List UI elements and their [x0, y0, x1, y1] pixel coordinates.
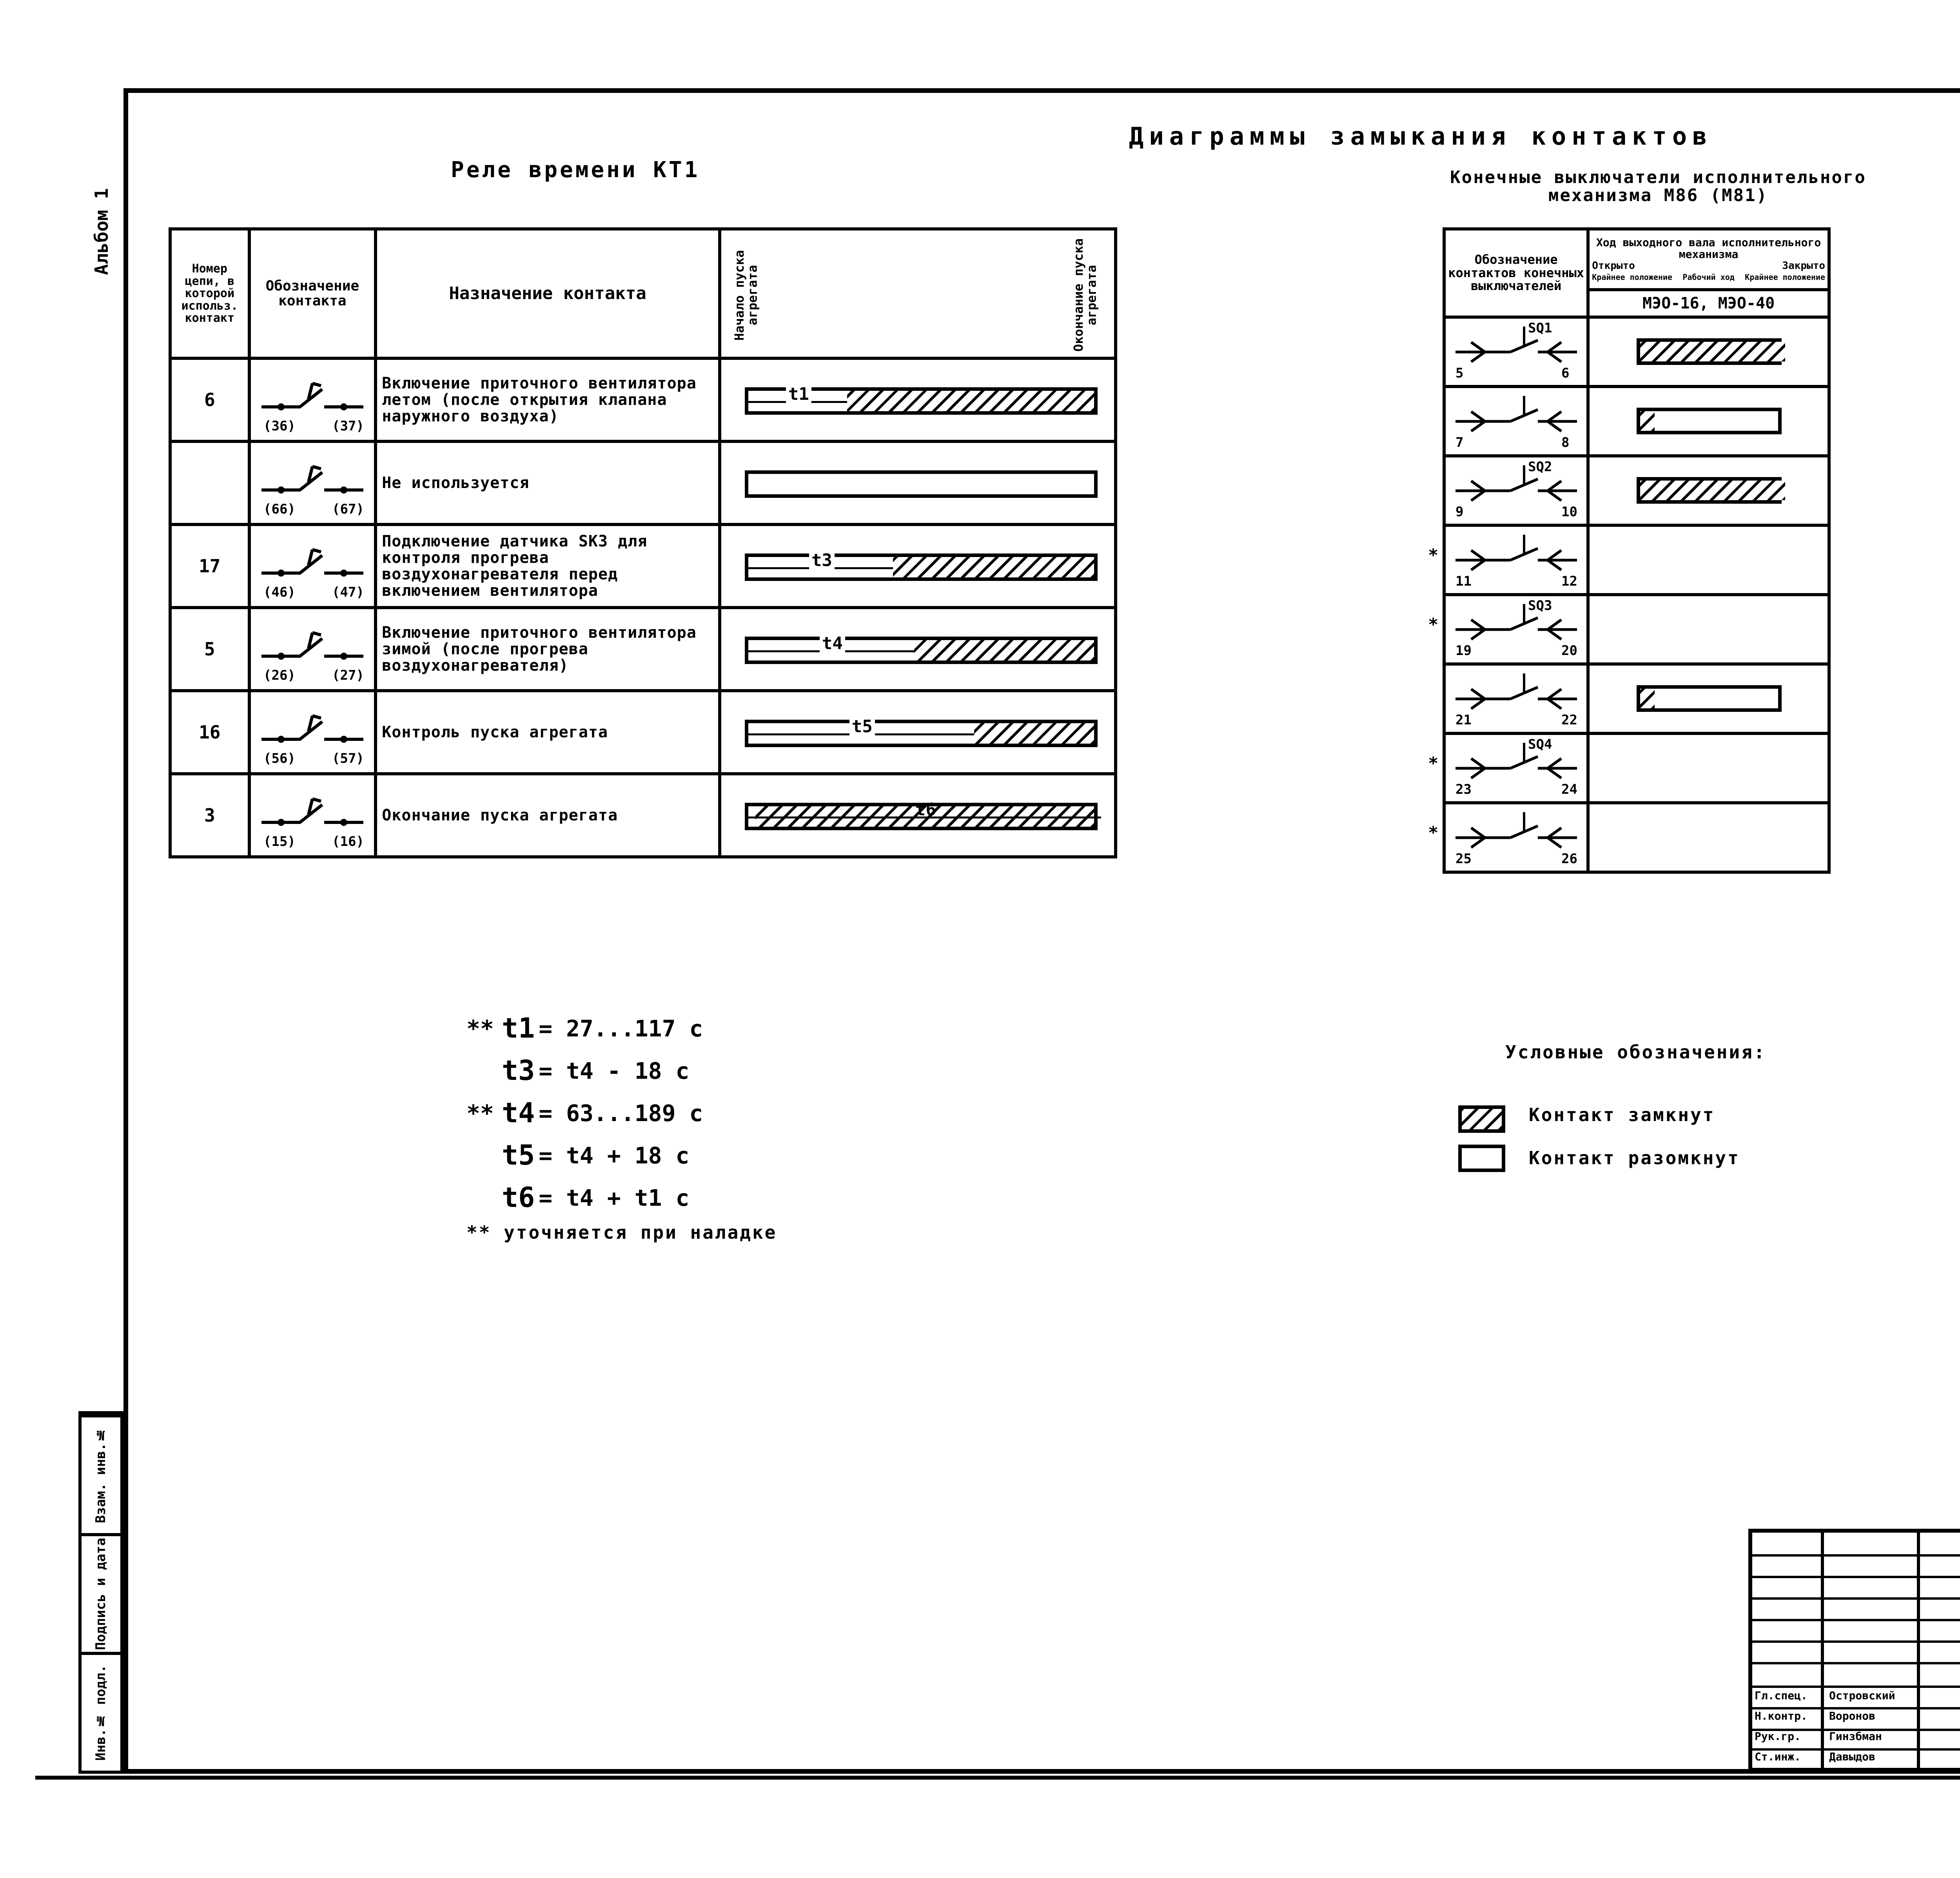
stamp-hline: [1752, 1662, 1960, 1664]
relay-delay-label: t1: [786, 385, 811, 403]
ls-terminal-a: 9: [1455, 504, 1464, 520]
stamp-role: Ст.инж.: [1755, 1750, 1801, 1764]
formula-mark: **: [466, 1100, 494, 1127]
ls-contact-cell: [1428, 733, 1588, 803]
ls-terminal-a: 25: [1455, 851, 1472, 867]
formula-block: [466, 1007, 777, 1242]
ls-terminal-b: 10: [1561, 504, 1577, 520]
stamp-person-row: [1752, 1686, 1960, 1706]
relay-contact-symbol: [254, 526, 371, 604]
relay-timing-bar: [745, 800, 1098, 830]
relay-terminal-a: (66): [263, 501, 296, 517]
ls-switch-label: SQ4: [1528, 737, 1552, 752]
ls-row: [1444, 664, 1829, 733]
stamp-person-row: [1752, 1747, 1960, 1767]
ls-contact-symbol: [1448, 735, 1585, 800]
relay-closed-segment: [974, 723, 1094, 744]
ls-bar-cell: [1588, 525, 1829, 595]
side-stamp-label: Подпись и дата: [93, 1538, 109, 1650]
relay-closed-segment: [893, 557, 1094, 577]
relay-row: [170, 608, 1116, 691]
ls-row: [1444, 733, 1829, 803]
stamp-hline: [1752, 1597, 1960, 1600]
main-title: Диаграммы замыкания контактов: [1129, 122, 1713, 151]
ls-terminal-a: 11: [1455, 573, 1472, 589]
ls-terminal-b: 24: [1561, 782, 1577, 797]
formula-line: [466, 1177, 777, 1219]
relay-row-num: 16: [170, 691, 249, 774]
relay-row-purpose: Не используется: [376, 441, 720, 524]
formula-lhs: t1: [502, 1012, 535, 1045]
relay-header-end: Окончание пуска агрегата: [1071, 238, 1099, 352]
relay-contact-cell: [249, 441, 376, 524]
formula-lhs: t6: [502, 1181, 535, 1214]
stamp-role: Рук.гр.: [1755, 1730, 1801, 1743]
ls-header-travel: Ход выходного вала исполнительного механизма: [1596, 236, 1821, 261]
formula-rhs: = t4 + 18 с: [539, 1142, 690, 1169]
ls-unused-mark: *: [1428, 545, 1439, 565]
ls-bar-cell: [1588, 595, 1829, 664]
legend-open-swatch: [1458, 1145, 1505, 1172]
relay-timing-cell: [720, 691, 1116, 774]
title-block: [1748, 1529, 1960, 1772]
relay-row: [170, 524, 1116, 608]
relay-row-num: [170, 441, 249, 524]
side-stamp: [78, 1411, 123, 1774]
legend-title: Условные обозначения:: [1505, 1042, 1766, 1063]
relay-row-purpose: Подключение датчика SK3 для контроля прогрева воздухонагревателя перед включением вентилятора: [376, 524, 720, 608]
stamp-name: Гинзбман: [1829, 1730, 1882, 1743]
relay-timing-bar: [745, 633, 1098, 664]
ls-unused-mark: *: [1428, 823, 1439, 843]
relay-terminal-b: (37): [332, 418, 364, 434]
ls-closed-segment: [1640, 411, 1655, 431]
ls-contact-symbol: [1448, 666, 1585, 730]
relay-delay-label: t3: [809, 552, 835, 570]
ls-contact-symbol: [1448, 527, 1585, 592]
relay-row: [170, 691, 1116, 774]
ls-unused-mark: *: [1428, 615, 1439, 635]
relay-row-num: 17: [170, 524, 249, 608]
ls-closed-segment: [1640, 481, 1785, 500]
relay-terminal-a: (46): [263, 584, 296, 600]
relay-contact-symbol: [254, 692, 371, 771]
ls-bar-cell: [1588, 386, 1829, 456]
relay-terminal-a: (26): [263, 668, 296, 683]
relay-terminal-b: (47): [332, 584, 364, 600]
ls-contact-cell: [1444, 456, 1588, 525]
ls-terminal-a: 23: [1455, 782, 1472, 797]
stamp-person-row: [1752, 1706, 1960, 1726]
relay-row-num: 3: [170, 774, 249, 857]
relay-header-purpose: Назначение контакта: [376, 229, 720, 358]
side-stamp-cell: [82, 1652, 120, 1771]
relay-header-timing: [720, 229, 1116, 358]
ls-contact-symbol: [1448, 457, 1585, 522]
side-stamp-cell: [82, 1533, 120, 1652]
ls-closed-segment: [1640, 689, 1655, 708]
relay-contact-cell: [249, 358, 376, 441]
ls-closed-segment: [1640, 342, 1785, 361]
ls-row: [1444, 386, 1829, 456]
ls-contact-cell: [1428, 525, 1588, 595]
relay-contact-cell: [249, 608, 376, 691]
formula-lhs: t5: [502, 1139, 535, 1172]
relay-row-purpose: Окончание пуска агрегата: [376, 774, 720, 857]
relay-row-purpose: Включение приточного вентилятора зимой (после прогрева воздухонагревателя): [376, 608, 720, 691]
relay-header-num: Номер цепи, в которой использ. контакт: [170, 229, 249, 358]
stamp-name: Давыдов: [1829, 1750, 1876, 1764]
relay-row: [170, 441, 1116, 524]
formula-lhs: t4: [502, 1097, 535, 1129]
ls-header-travel-cell: [1588, 229, 1829, 290]
relay-row-num: 5: [170, 608, 249, 691]
formula-line: [466, 1092, 777, 1134]
formula-rhs: = t4 - 18 с: [539, 1057, 690, 1084]
relay-row-purpose: Контроль пуска агрегата: [376, 691, 720, 774]
relay-terminal-a: (36): [263, 418, 296, 434]
ls-model: МЭО-16, МЭО-40: [1588, 290, 1829, 317]
relay-row: [170, 774, 1116, 857]
ls-terminal-a: 7: [1455, 435, 1464, 450]
relay-row: [170, 358, 1116, 441]
side-stamp-label: Инв.№ подл.: [93, 1665, 109, 1761]
ls-row: [1444, 525, 1829, 595]
stamp-role: Н.контр.: [1755, 1709, 1808, 1723]
stamp-person-row: [1752, 1726, 1960, 1747]
ls-unused-mark: *: [1428, 753, 1439, 773]
stamp-name: Воронов: [1829, 1709, 1876, 1723]
relay-closed-segment: [847, 391, 1094, 411]
ls-terminal-a: 21: [1455, 712, 1472, 728]
limit-switch-table: [1428, 227, 1831, 874]
ls-header-sub-3: Крайнее положение: [1745, 272, 1825, 282]
ls-switch-label: SQ1: [1528, 320, 1552, 336]
ls-bar-cell: [1588, 317, 1829, 386]
relay-terminal-a: (15): [263, 834, 296, 849]
relay-contact-cell: [249, 524, 376, 608]
legend-closed-swatch: [1458, 1105, 1505, 1133]
relay-timing-bar: [745, 470, 1098, 498]
ls-header-open: Открыто: [1592, 260, 1635, 272]
relay-title: Реле времени КТ1: [451, 157, 700, 183]
ls-header-close: Закрыто: [1782, 260, 1825, 272]
relay-contact-symbol: [254, 360, 371, 438]
relay-timing-cell: [720, 524, 1116, 608]
ls-bar: [1637, 477, 1782, 504]
relay-timing-bar: [745, 550, 1098, 581]
ls-bar-cell: [1588, 456, 1829, 525]
relay-timing-bar: [745, 717, 1098, 747]
side-stamp-cell: [82, 1414, 120, 1533]
formula-mark: **: [466, 1015, 494, 1042]
ls-header-sub-2: Рабочий ход: [1682, 272, 1735, 282]
relay-delay-label: t6: [915, 800, 936, 820]
relay-timing-cell: [720, 774, 1116, 857]
ls-terminal-a: 19: [1455, 643, 1472, 659]
ls-contact-cell: [1428, 803, 1588, 872]
ls-bar-cell: [1588, 803, 1829, 872]
relay-delay-label: t5: [849, 718, 875, 736]
relay-closed-segment: [914, 640, 1094, 660]
stamp-name: Островский: [1829, 1689, 1895, 1702]
relay-contact-cell: [249, 774, 376, 857]
relay-delay-label: t4: [820, 635, 845, 653]
ls-contact-symbol: [1448, 388, 1585, 453]
ls-row: [1444, 317, 1829, 386]
ls-switch-label: SQ2: [1528, 459, 1552, 475]
relay-header-designation: Обозначение контакта: [249, 229, 376, 358]
ls-terminal-b: 12: [1561, 573, 1577, 589]
relay-contact-cell: [249, 691, 376, 774]
ls-switch-label: SQ3: [1528, 598, 1552, 613]
relay-timing-bar: [745, 384, 1098, 415]
relay-timing-cell: [720, 441, 1116, 524]
ls-header-sub-1: Крайнее положение: [1592, 272, 1672, 282]
ls-row: [1444, 803, 1829, 872]
stamp-grid: [1752, 1533, 1960, 1768]
stamp-hline: [1752, 1619, 1960, 1621]
ls-contact-cell: [1444, 317, 1588, 386]
ls-bar: [1637, 408, 1782, 434]
ls-header-left: Обозначение контактов конечных выключателей: [1444, 229, 1588, 317]
relay-terminal-a: (56): [263, 751, 296, 766]
limit-switches-title: Конечные выключатели исполнительного механизма М86 (М81): [1450, 167, 1866, 206]
relay-contact-symbol: [254, 609, 371, 688]
relay-contact-symbol: [254, 443, 371, 521]
relay-terminal-b: (27): [332, 668, 364, 683]
formula-rhs: = 63...189 с: [539, 1100, 703, 1127]
ls-contact-cell: [1428, 595, 1588, 664]
stamp-people: [1752, 1686, 1960, 1767]
ls-header-subs: [1590, 272, 1828, 282]
ls-terminal-b: 20: [1561, 643, 1577, 659]
stamp-hline: [1752, 1640, 1960, 1643]
stamp-hline: [1752, 1576, 1960, 1578]
ls-bar-cell: [1588, 733, 1829, 803]
side-stamp-label: Взам. инв.№: [93, 1427, 109, 1523]
relay-row-purpose: Включение приточного вентилятора летом (после открытия клапана наружного воздуха): [376, 358, 720, 441]
ls-bar: [1637, 685, 1782, 712]
ls-contact-cell: [1444, 664, 1588, 733]
stamp-hline: [1752, 1554, 1960, 1557]
formula-line: [466, 1050, 777, 1092]
ls-contact-symbol: [1448, 804, 1585, 869]
relay-timing-cell: [720, 358, 1116, 441]
ls-contact-cell: [1444, 386, 1588, 456]
relay-row-num: 6: [170, 358, 249, 441]
ls-contact-symbol: [1448, 319, 1585, 383]
ls-terminal-b: 8: [1561, 435, 1570, 450]
album-label: Альбом 1: [91, 188, 112, 275]
ls-row: [1444, 595, 1829, 664]
relay-terminal-b: (57): [332, 751, 364, 766]
ls-bar-cell: [1588, 664, 1829, 733]
ls-terminal-b: 22: [1561, 712, 1577, 728]
ls-header-direction: [1590, 260, 1828, 272]
relay-timing-cell: [720, 608, 1116, 691]
relay-terminal-b: (67): [332, 501, 364, 517]
ls-terminal-b: 26: [1561, 851, 1577, 867]
formula-rhs: = 27...117 с: [539, 1015, 703, 1042]
formula-line: [466, 1007, 777, 1050]
ls-contact-symbol: [1448, 596, 1585, 661]
relay-contact-symbol: [254, 775, 371, 854]
formula-rhs: = t4 + t1 с: [539, 1184, 690, 1211]
legend-open-label: Контакт разомкнут: [1529, 1147, 1740, 1169]
relay-table: [169, 227, 1117, 858]
formula-lhs: t3: [502, 1054, 535, 1087]
ls-terminal-a: 5: [1455, 365, 1464, 381]
stamp-role: Гл.спец.: [1755, 1689, 1808, 1702]
relay-terminal-b: (16): [332, 834, 364, 849]
legend-closed-label: Контакт замкнут: [1529, 1104, 1715, 1125]
ls-terminal-b: 6: [1561, 365, 1570, 381]
formula-line: [466, 1134, 777, 1177]
ls-row: [1444, 456, 1829, 525]
ls-bar: [1637, 338, 1782, 365]
formula-note: ** уточняется при наладке: [466, 1222, 777, 1243]
relay-header-start: Начало пуска агрегата: [731, 250, 760, 341]
